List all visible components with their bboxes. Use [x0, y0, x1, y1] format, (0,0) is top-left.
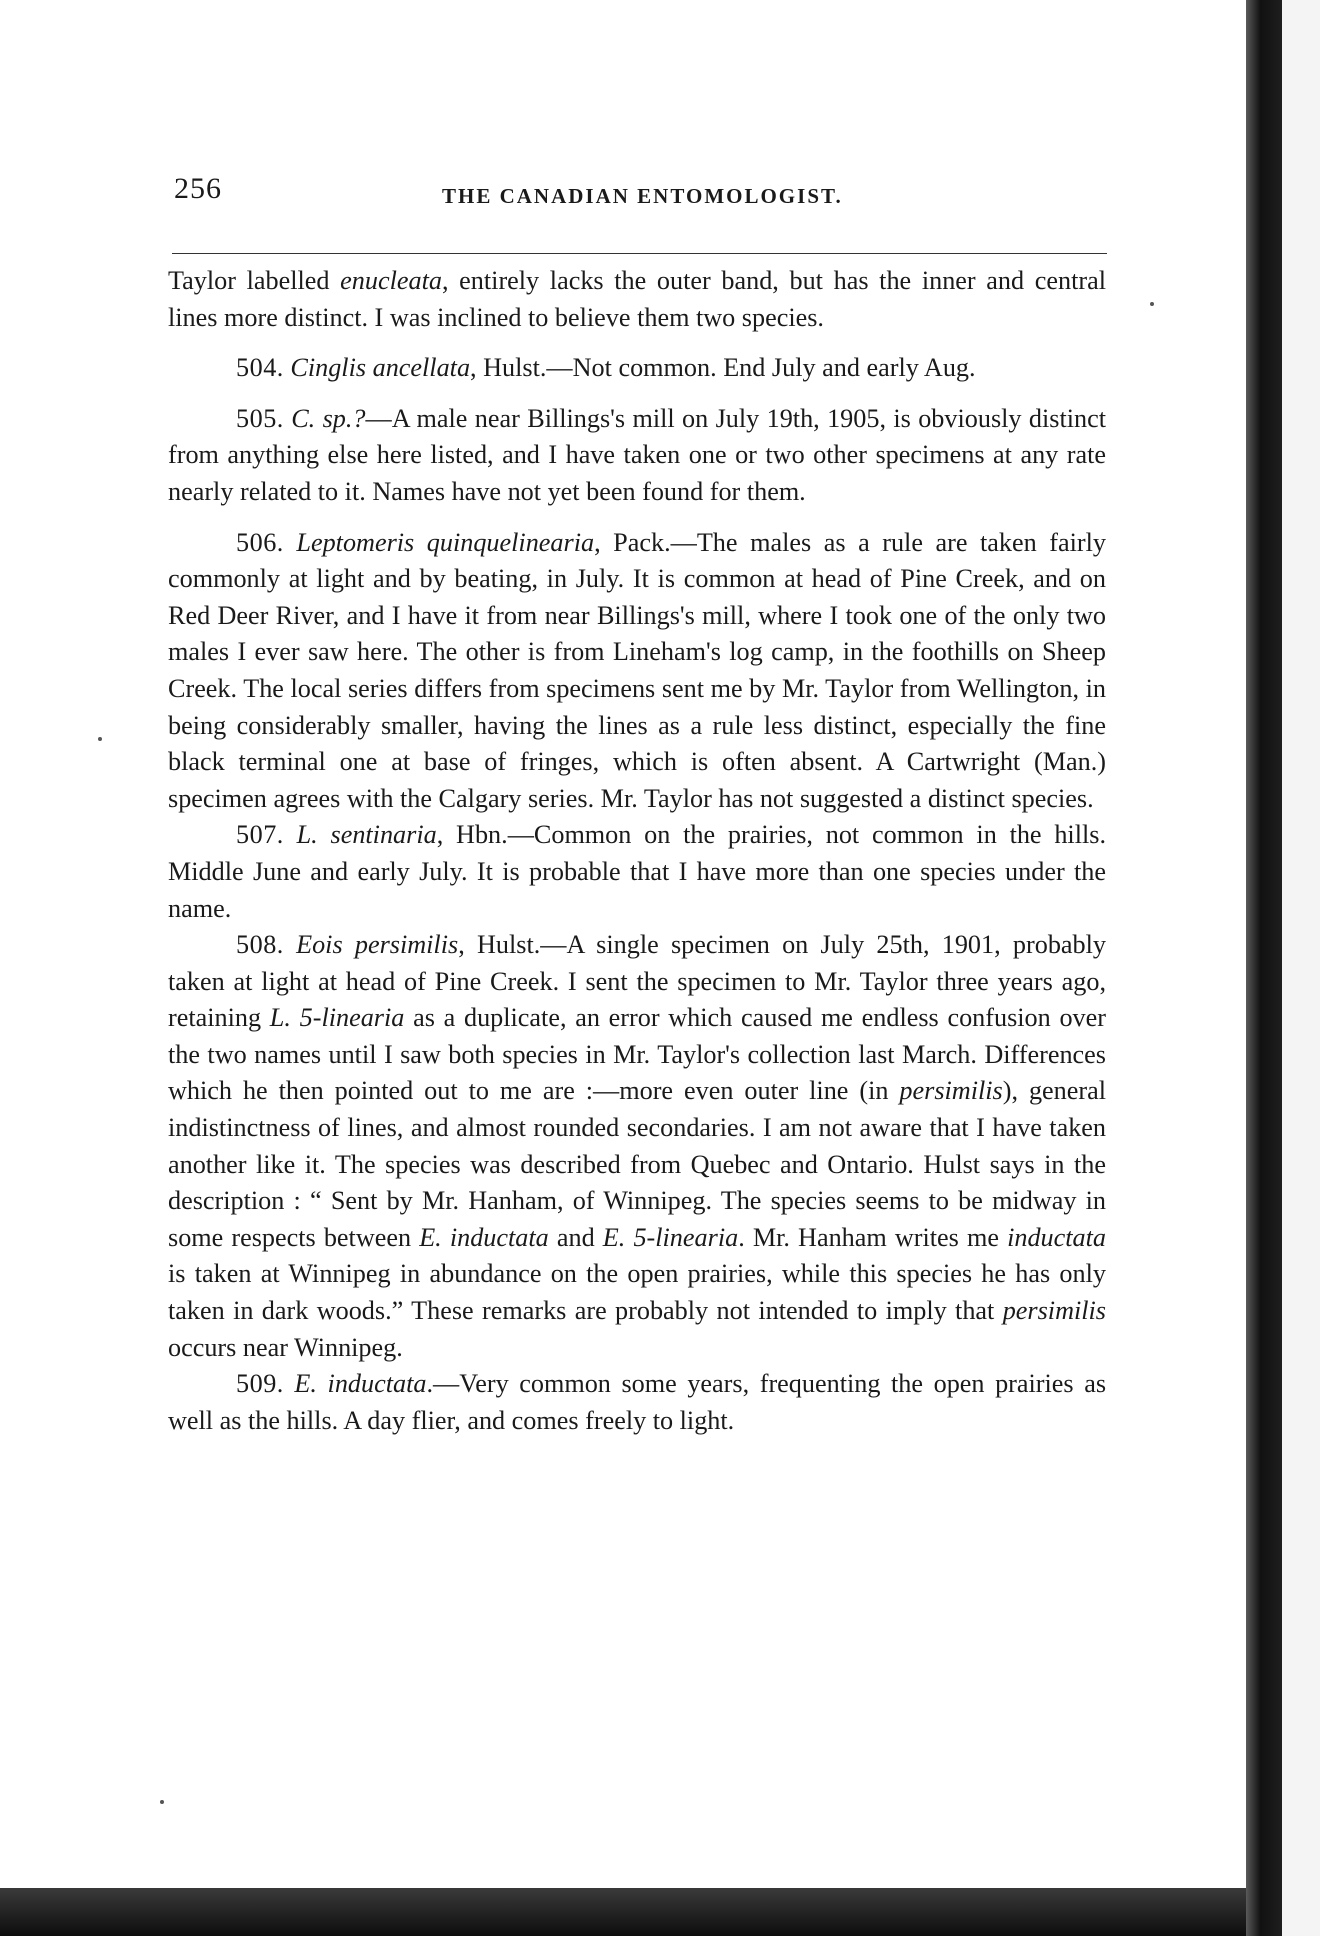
text-run: , Hbn.—Common on the prairies, not common in the hills. Middle June and early July. It is probable that I have more than one species under the name. — [168, 820, 1106, 923]
entry-number: 507. — [236, 820, 284, 850]
text-run: , Hulst.—A single specimen on July 25th, 1901, probably taken at light at head of Pine Creek. I sent the specimen to Mr. Taylor three years ago, retaining — [168, 930, 1106, 1033]
entry-number: 509. — [236, 1369, 284, 1399]
entry-number: 504. — [236, 353, 284, 383]
book-spine-shadow — [1246, 0, 1282, 1936]
print-speck — [160, 1800, 164, 1804]
species-name: Leptomeris quinquelinearia — [296, 527, 595, 557]
species-name: C. sp.? — [291, 403, 366, 433]
text-run: Taylor labelled — [168, 266, 341, 295]
species-name: L. 5-linearia — [269, 1003, 405, 1033]
article-body — [168, 263, 1106, 1439]
running-title: THE CANADIAN ENTOMOLOGIST. — [442, 184, 843, 208]
entry-505 — [168, 401, 1106, 511]
species-name: inductata — [1007, 1222, 1106, 1252]
text-run: is taken at Winnipeg in abundance on the open prairies, while this species he has only taken in dark woods.” These remarks are probably not intended to imply that — [168, 1259, 1106, 1326]
entry-number: 505. — [236, 403, 284, 433]
text-run: occurs near Winnipeg. — [168, 1332, 403, 1362]
text-run: .—Very common some years, frequenting the open prairies as well as the hills. A day flier, and comes freely to light. — [168, 1369, 1107, 1435]
paragraph-continued — [168, 263, 1106, 336]
text-run: , Hulst.—Not common. End July and early Aug. — [470, 353, 976, 383]
species-name: Eois persimilis — [296, 930, 459, 960]
species-name: enucleata — [340, 266, 442, 295]
species-name: persimilis — [899, 1076, 1003, 1106]
header-rule — [172, 253, 1107, 254]
species-name: E. 5-linearia — [602, 1222, 739, 1252]
text-run: , Pack.—The males as a rule are taken fairly commonly at light and by beating, in July. It is common at head of Pine Creek, and on Red Deer River, and I have it from near Billings's mill, where I took one of the only two males I ever saw here. The other is from Lineham's log camp, in the foothills on Sheep Creek. The local series differs from specimens sent me by Mr. Taylor from Wellington, in being considerably smaller, having the lines as a rule less distinct, especially the fine black terminal one at base of fringes, which is often absent. A Cartwright (Man.) specimen agrees with the Calgary series. Mr. Taylor has not suggested a distinct species. — [168, 527, 1106, 813]
species-name: Cinglis ancellata — [290, 353, 471, 383]
print-speck — [1150, 302, 1154, 306]
facing-page-edge — [1282, 0, 1320, 1936]
text-run: , entirely lacks the outer band, but has the inner and central lines more distinct. I was inclined to believe them two species. — [168, 266, 1106, 332]
species-name: L. sentinaria — [296, 820, 437, 850]
text-run: ), general indistinctness of lines, and almost rounded secondaries. I am not aware that I have taken another like it. The species was described from Quebec and Ontario. Hulst says in the description : “ Sent by Mr. Hanham, of Winnipeg. The species seems to be midway in some respects between — [168, 1076, 1106, 1252]
page-header — [172, 170, 1107, 230]
species-name: E. inductata — [294, 1369, 427, 1399]
species-name: persimilis — [1002, 1296, 1106, 1326]
text-run: and — [548, 1222, 603, 1252]
print-speck — [98, 737, 102, 741]
entry-506 — [168, 525, 1106, 818]
entry-number: 506. — [236, 527, 284, 557]
species-name: E. inductata — [419, 1222, 549, 1252]
page-number: 256 — [174, 172, 222, 205]
text-run: . Mr. Hanham writes me — [738, 1222, 1008, 1252]
bottom-scan-shadow — [0, 1888, 1246, 1936]
entry-508 — [168, 927, 1106, 1366]
text-run: —A male near Billings's mill on July 19th, 1905, is obviously distinct from anything else here listed, and I have taken one or two other specimens at any rate nearly related to it. Names have not yet been found for them. — [168, 403, 1106, 506]
entry-number: 508. — [236, 930, 284, 960]
entry-504 — [168, 350, 1106, 387]
text-run: as a duplicate, an error which caused me endless confusion over the two names until I saw both species in Mr. Taylor's collection last March. Differences which he then pointed out to me are :—more even outer line (in — [168, 1003, 1106, 1106]
entry-509 — [168, 1366, 1106, 1439]
entry-507 — [168, 817, 1106, 927]
